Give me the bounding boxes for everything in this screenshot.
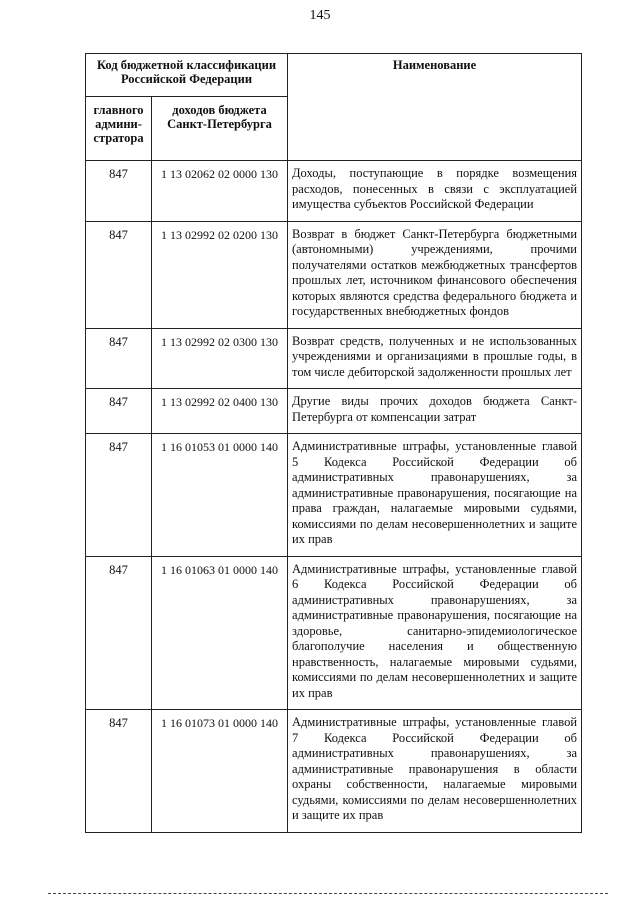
budget-classification-table <box>85 53 582 833</box>
income-code-cell: 1 16 01073 01 0000 140 <box>152 710 288 833</box>
table-row <box>86 434 582 557</box>
admin-code-cell: 847 <box>86 434 152 557</box>
scan-edge-divider <box>48 893 608 894</box>
name-cell: Административные штрафы, установленные главой 6 Кодекса Российской Федерации об административных правонарушениях, за административные правонарушения, посягающие на здоровье, санитарно-эпидемиологическое благополучие населения и общественную нравственность, налагаемые мировыми судьями, комиссиями по делам несовершеннолетних и защите их прав <box>288 556 582 710</box>
name-cell: Возврат в бюджет Санкт-Петербурга бюджетными (автономными) учреждениями, прочими получателями остатков межбюджетных трансфертов прошлых лет, источником финансового обеспечения которых являются средства федерального бюджета и государственных внебюджетных фондов <box>288 221 582 328</box>
header-code-group: Код бюджетной классификации Российской Федерации <box>86 54 288 97</box>
header-name: Наименование <box>288 54 582 161</box>
page-number: 145 <box>309 8 331 23</box>
admin-code-cell: 847 <box>86 328 152 389</box>
name-cell: Другие виды прочих доходов бюджета Санкт-Петербурга от компенсации затрат <box>288 389 582 434</box>
header-income: доходов бюджета Санкт-Петербурга <box>152 97 288 161</box>
admin-code-cell: 847 <box>86 389 152 434</box>
admin-code-cell: 847 <box>86 221 152 328</box>
name-cell: Возврат средств, полученных и не использованных учреждениями и организациями в прошлые годы, в том числе дебиторской задолженности прошлых лет <box>288 328 582 389</box>
income-code-cell: 1 16 01063 01 0000 140 <box>152 556 288 710</box>
income-code-cell: 1 13 02992 02 0200 130 <box>152 221 288 328</box>
table-row <box>86 328 582 389</box>
income-code-cell: 1 13 02992 02 0400 130 <box>152 389 288 434</box>
income-code-cell: 1 13 02992 02 0300 130 <box>152 328 288 389</box>
admin-code-cell: 847 <box>86 556 152 710</box>
table-row <box>86 161 582 222</box>
income-code-cell: 1 16 01053 01 0000 140 <box>152 434 288 557</box>
table-row <box>86 710 582 833</box>
header-admin: главного админи-стратора <box>86 97 152 161</box>
name-cell: Доходы, поступающие в порядке возмещения расходов, понесенных в связи с эксплуатацией имущества субъектов Российской Федерации <box>288 161 582 222</box>
table-row <box>86 556 582 710</box>
admin-code-cell: 847 <box>86 161 152 222</box>
table-row <box>86 221 582 328</box>
admin-code-cell: 847 <box>86 710 152 833</box>
income-code-cell: 1 13 02062 02 0000 130 <box>152 161 288 222</box>
table-header-row <box>86 54 582 97</box>
table-row <box>86 389 582 434</box>
name-cell: Административные штрафы, установленные главой 5 Кодекса Российской Федерации об административных правонарушениях, за административные правонарушения, посягающие на права граждан, налагаемые мировыми судьями, комиссиями по делам несовершеннолетних и защите их прав <box>288 434 582 557</box>
name-cell: Административные штрафы, установленные главой 7 Кодекса Российской Федерации об административных правонарушениях, за административные правонарушения в области охраны собственности, налагаемые мировыми судьями, комиссиями по делам несовершеннолетних и защите их прав <box>288 710 582 833</box>
